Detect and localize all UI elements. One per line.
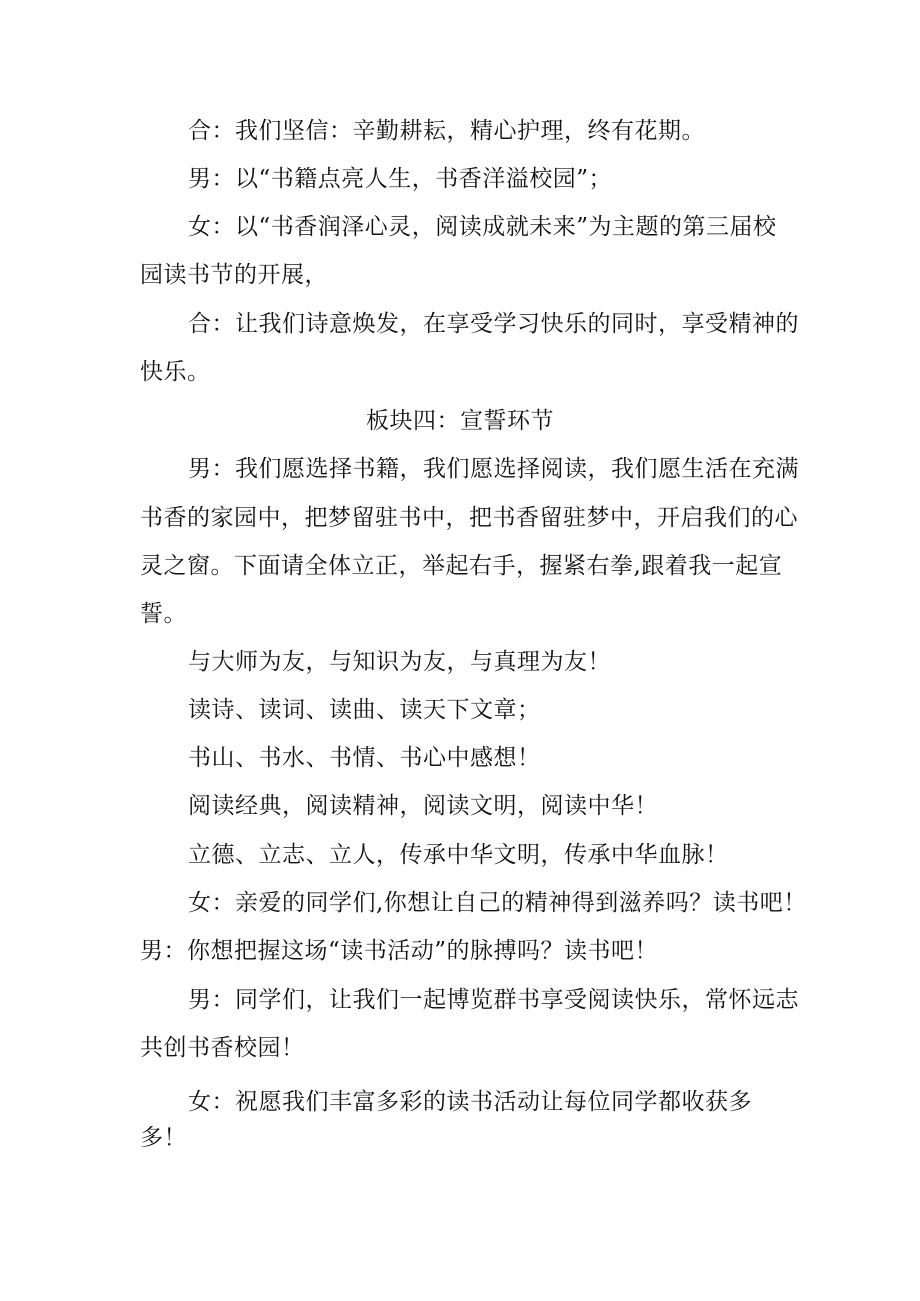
paragraph-line: 誓。 xyxy=(140,601,187,627)
paragraph-line: 合：我们坚信：辛勤耕耘，精心护理，终有花期。 xyxy=(188,118,705,144)
paragraph-line: 合：让我们诗意焕发，在享受学习快乐的同时，享受精神的 xyxy=(188,311,799,337)
paragraph-line: 男：你想把握这场“读书活动”的脉搏吗？读书吧！ xyxy=(140,938,659,964)
paragraph-line: 男：我们愿选择书籍，我们愿选择阅读，我们愿生活在充满 xyxy=(188,456,799,482)
paragraph-line: 园读书节的开展， xyxy=(140,262,328,288)
paragraph-line: 男：以“书籍点亮人生，书香洋溢校园”； xyxy=(188,166,613,192)
oath-line: 阅读经典，阅读精神，阅读文明，阅读中华！ xyxy=(188,793,658,819)
oath-line: 读诗、读词、读曲、读天下文章； xyxy=(188,697,541,723)
oath-line: 立德、立志、立人，传承中华文明，传承中华血脉！ xyxy=(188,842,729,868)
paragraph-line: 女：亲爱的同学们,你想让自己的精神得到滋养吗？读书吧！ xyxy=(188,890,807,916)
paragraph-line: 女：祝愿我们丰富多彩的读书活动让每位同学都收获多 xyxy=(188,1089,752,1115)
oath-line: 与大师为友，与知识为友，与真理为友！ xyxy=(188,649,611,675)
paragraph-line: 男：同学们，让我们一起博览群书享受阅读快乐，常怀远志 xyxy=(188,987,799,1013)
section-heading: 板块四：宣誓环节 xyxy=(366,408,554,434)
paragraph-line: 书香的家园中，把梦留驻书中，把书香留驻梦中，开启我们的心 xyxy=(140,505,798,531)
paragraph-line: 多！ xyxy=(140,1125,187,1151)
oath-line: 书山、书水、书情、书心中感想！ xyxy=(188,745,541,771)
paragraph-line: 共创书香校园！ xyxy=(140,1035,305,1061)
paragraph-line: 灵之窗。下面请全体立正，举起右手，握紧右拳,跟着我一起宣 xyxy=(140,553,783,579)
paragraph-line: 女：以“书香润泽心灵，阅读成就未来”为主题的第三届校 xyxy=(188,214,777,240)
paragraph-line: 快乐。 xyxy=(140,359,211,385)
